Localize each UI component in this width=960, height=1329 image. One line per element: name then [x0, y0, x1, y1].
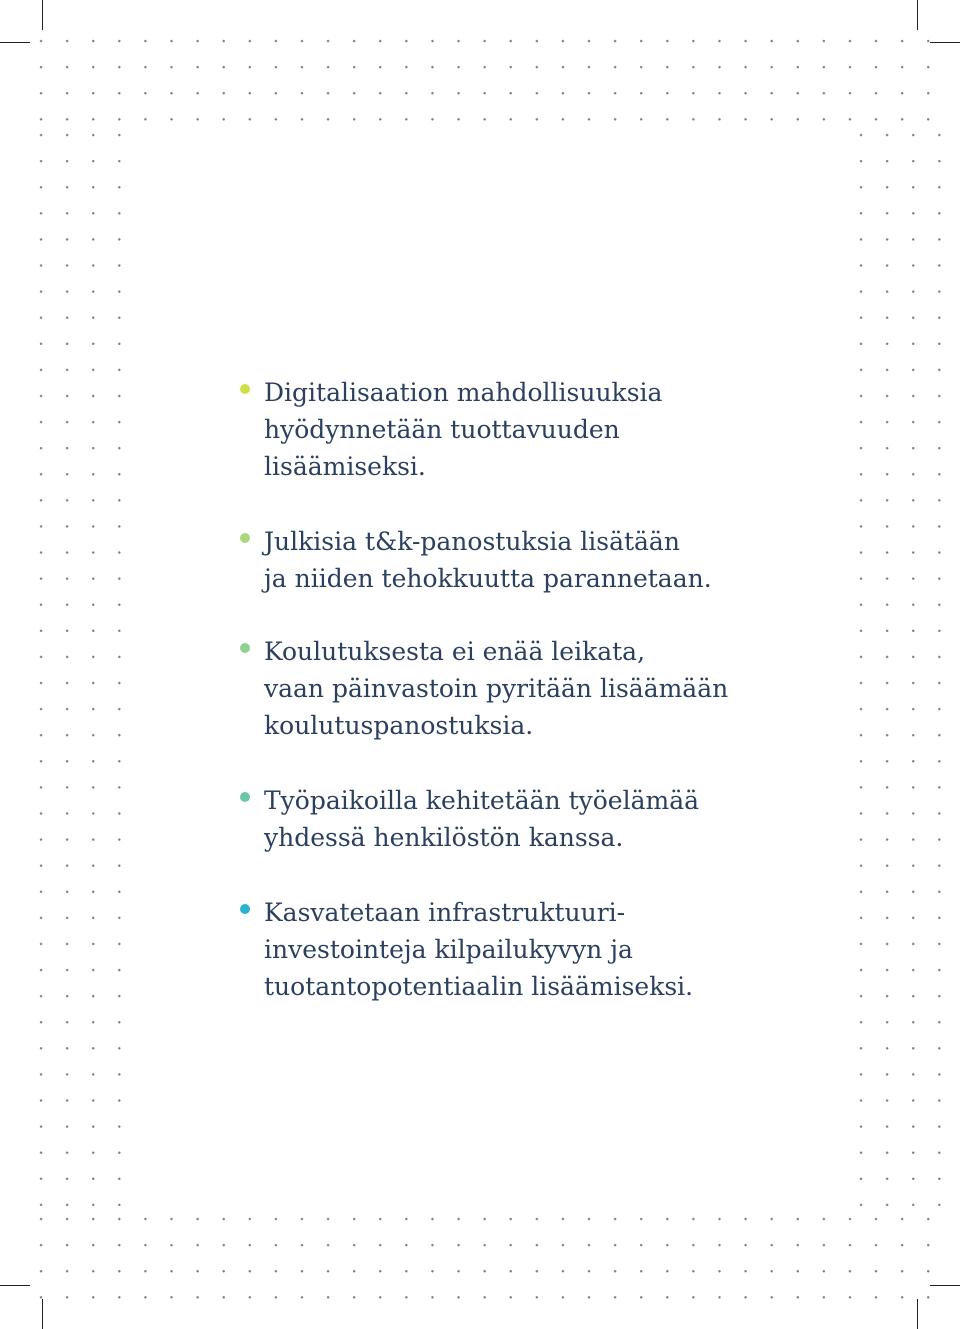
item-text-line: Työpaikoilla kehitetään työelämää	[264, 786, 700, 815]
crop-mark-bottom-right-h	[930, 1285, 960, 1286]
bullet-list	[240, 374, 840, 1043]
item-text-line: hyödynnetään tuottavuuden	[264, 415, 620, 444]
list-item	[240, 523, 840, 597]
item-text-line: tuotantopotentiaalin lisäämiseksi.	[264, 972, 694, 1001]
bullet-dot-icon	[240, 384, 250, 394]
item-text-line: lisäämiseksi.	[264, 452, 426, 481]
list-item	[240, 374, 840, 485]
crop-mark-bottom-left-v	[42, 1299, 43, 1329]
dot-pattern-right	[848, 122, 942, 1206]
crop-mark-top-left-h	[0, 42, 30, 43]
item-text-line: Koulutuksesta ei enää leikata,	[264, 637, 646, 666]
item-text-line: yhdessä henkilöstön kanssa.	[264, 823, 624, 852]
crop-mark-bottom-left-h	[0, 1285, 30, 1286]
item-text-line: ja niiden tehokkuutta parannetaan.	[264, 564, 712, 593]
dot-pattern-bottom	[28, 1206, 932, 1300]
crop-mark-top-right-h	[930, 42, 960, 43]
item-text-line: koulutuspanostuksia.	[264, 711, 534, 740]
bullet-dot-icon	[240, 904, 250, 914]
bullet-dot-icon	[240, 643, 250, 653]
item-text-line: Kasvatetaan infrastruktuuri-	[264, 898, 626, 927]
crop-mark-bottom-right-v	[917, 1299, 918, 1329]
item-text-line: vaan päinvastoin pyritään lisäämään	[264, 674, 729, 703]
item-text-line: Digitalisaation mahdollisuuksia	[264, 378, 663, 407]
item-text-line: investointeja kilpailukyvyn ja	[264, 935, 633, 964]
dot-pattern-top	[28, 28, 932, 122]
item-text-line: Julkisia t&k-panostuksia lisätään	[264, 527, 680, 556]
list-item	[240, 894, 840, 1005]
bullet-dot-icon	[240, 533, 250, 543]
dot-pattern-left	[28, 122, 122, 1206]
bullet-dot-icon	[240, 792, 250, 802]
list-item	[240, 782, 840, 856]
list-item	[240, 633, 840, 744]
crop-mark-top-left-v	[42, 0, 43, 30]
crop-mark-top-right-v	[917, 0, 918, 30]
